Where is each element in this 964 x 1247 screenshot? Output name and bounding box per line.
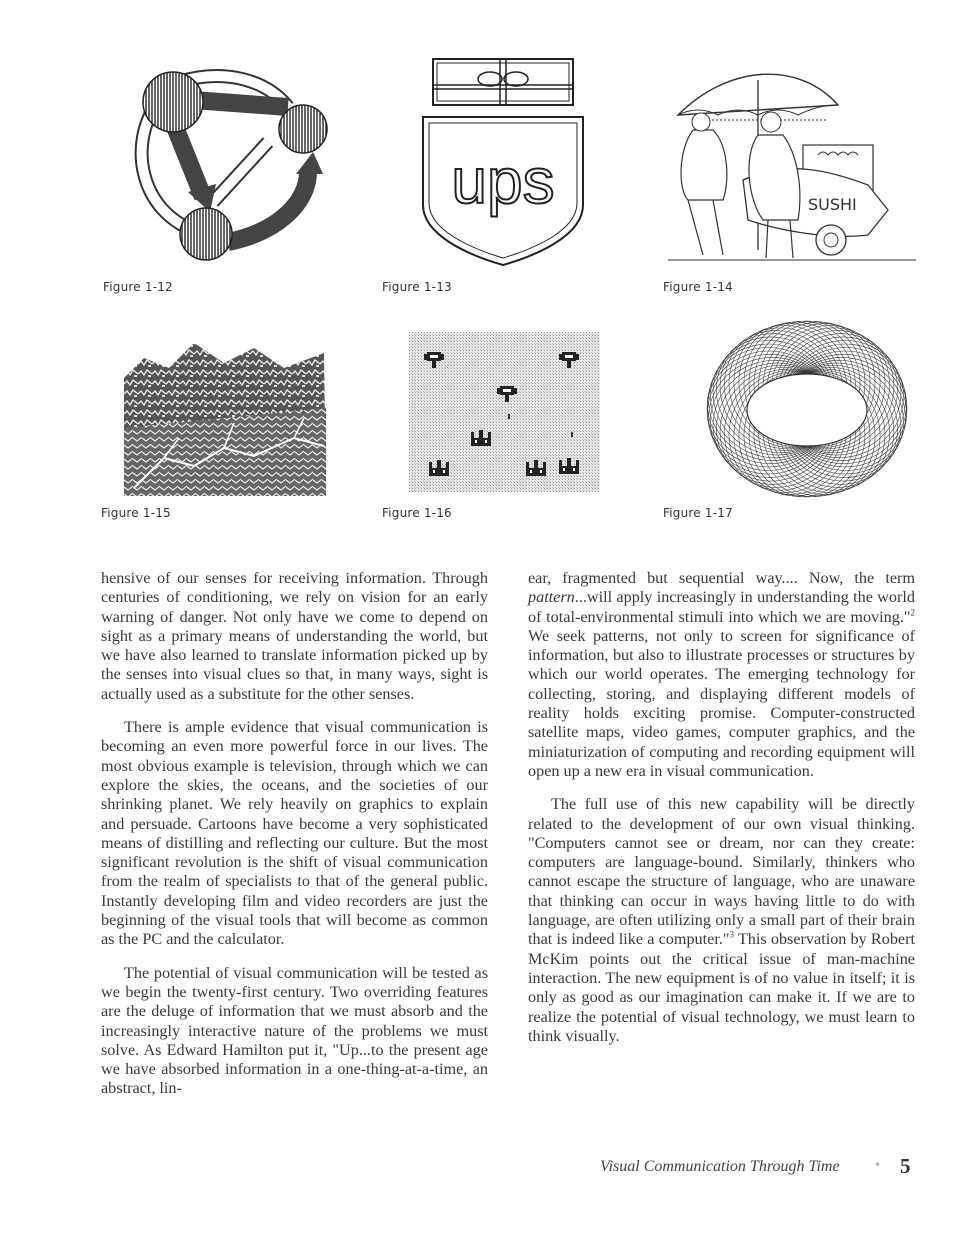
right-text-column: [528, 569, 915, 1060]
footer-separator: •: [875, 1158, 880, 1173]
sushi-cart-sketch-icon: [668, 60, 918, 270]
paragraph: hensive of our senses for receiving information. Through centuries of conditioning, we rely on vision for an early warning of danger. Not only have we come to depend on sight as a primary means of understanding the world, but we have also learned to translate information picked up by the senses into visual clues so that, in many ways, sight is actually used as a substitute for the other senses.: [101, 569, 488, 703]
text-run: We seek patterns, not only to screen for significance of information, but also to illustrate processes or structures by which our world operates. The emerging technology for collecting, storing, and displaying different models of reality holds exciting promise. Computer-constructed satellite maps, video games, computer graphics, and the miniaturization of computing and recording equipment will open up a new era in visual communication.: [528, 626, 915, 780]
text-run: The full use of this new capability will be directly related to the development of our own visual thinking. "Computers cannot see or dream, nor can they create: computers are language-bound. Similarly, thinkers who cannot escape the structure of language, who are unaware that thinking can occur in ways having little to do with language, are often utilizing only a small part of their brain that is indeed like a computer.": [528, 795, 915, 949]
figure-1-14-caption: Figure 1-14: [663, 280, 733, 294]
footnote-marker: 2: [910, 607, 915, 618]
figure-1-13-caption: Figure 1-13: [382, 280, 452, 294]
text-run: This observation by Robert McKim points out the critical issue of man-machine interaction. The new equipment is of no value in itself; it is only as good as our imagination can make it. If we are to realize the potential of visual technology, we must learn to think visually.: [528, 930, 915, 1045]
ups-shield-logo-icon: [418, 55, 588, 270]
page-number: 5: [900, 1154, 911, 1178]
video-game-screen-icon: [409, 332, 600, 492]
ups-logo-text: ups: [451, 145, 555, 217]
text-run: ear, fragmented but sequential way.... Now, the term: [528, 569, 915, 587]
figure-1-17-caption: Figure 1-17: [663, 506, 733, 520]
satellite-map-image-icon: [124, 338, 326, 496]
running-footer-title: Visual Communication Through Time: [600, 1158, 840, 1175]
paragraph: The potential of visual communication will be tested as we begin the twenty-first century. Two overriding features are the deluge of information that we must absorb and the increasingly interactive nature of the problems we must solve. As Edward Hamilton put it, "Up...to the present age we have absorbed information in a one-thing-at-a-time, an abstract, lin-: [101, 963, 488, 1098]
paragraph: [528, 795, 915, 1046]
left-text-column: [101, 569, 488, 1113]
text-run: ...will apply increasingly in understanding the world of total-environmental stimuli into which we are moving.": [528, 588, 915, 626]
paragraph: [528, 569, 915, 781]
figure-1-15-caption: Figure 1-15: [101, 506, 171, 520]
figure-1-16-caption: Figure 1-16: [382, 506, 452, 520]
sushi-sign-text: SUSHI: [808, 195, 857, 214]
cycle-arrows-diagram-icon: [118, 62, 338, 262]
figure-1-12-caption: Figure 1-12: [103, 280, 173, 294]
paragraph: There is ample evidence that visual communication is becoming an even more powerful force in our lives. The most obvious example is television, through which we can explore the skies, the oceans, and the societies of our shrinking planet. We rely heavily on graphics to explain and persuade. Cartoons have become a very sophisticated means of distilling and reflecting our culture. But the most significant revolution is the shift of visual communication from the realm of specialists to that of the general public. Instantly developing film and video recorders are just the beginning of the visual tools that will become as common as the PC and the calculator.: [101, 718, 488, 949]
emphasis-text: pattern: [528, 588, 575, 607]
computer-graphic-torus-icon: [702, 318, 912, 500]
footnote-marker: 3: [729, 929, 734, 940]
